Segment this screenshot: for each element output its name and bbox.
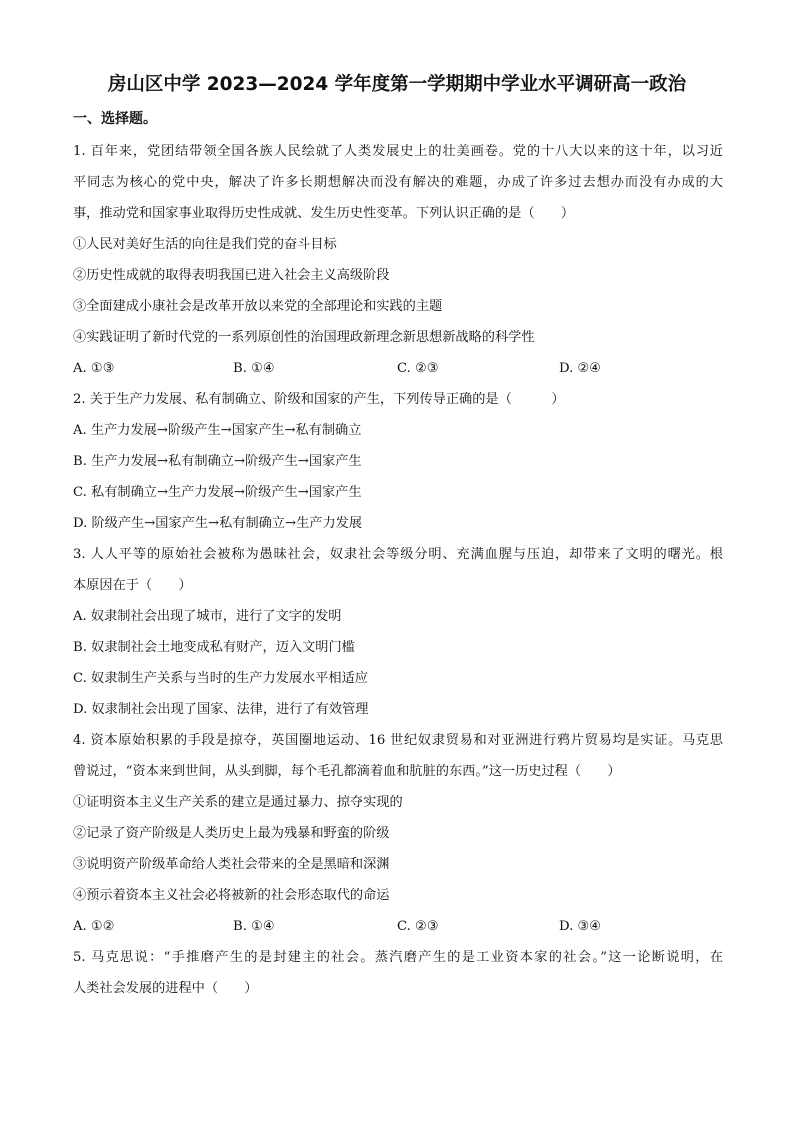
- question-2: [73, 384, 723, 539]
- option-d: D. ②④: [559, 361, 602, 376]
- choice-b: B. 生产力发展→私有制确立→阶级产生→国家产生: [73, 454, 362, 469]
- question-5: [73, 942, 723, 1004]
- answer-options: [73, 353, 723, 384]
- choice-c: C. 奴隶制生产关系与当时的生产力发展水平相适应: [73, 671, 368, 686]
- question-stem-line: 平同志为核心的党中央，解决了许多长期想解决而没有解决的难题，办成了许多过去想办而没有办成的大: [73, 175, 723, 190]
- statement: ③全面建成小康社会是改革开放以来党的全部理论和实践的主题: [73, 299, 443, 314]
- statement: ①人民对美好生活的向往是我们党的奋斗目标: [73, 237, 337, 252]
- section-heading: 一、选择题。: [73, 111, 157, 127]
- question-stem-line: 人类社会发展的进程中（ ）: [73, 981, 258, 996]
- question-stem-line: 5. 马克思说：“手推磨产生的是封建主的社会。蒸汽磨产生的是工业资本家的社会。”这一论断说明，在: [73, 950, 723, 965]
- question-3: [73, 539, 723, 725]
- statement: ①证明资本主义生产关系的建立是通过暴力、掠夺实现的: [73, 795, 403, 810]
- question-stem-line: 4. 资本原始积累的手段是掠夺，英国圈地运动、16 世纪奴隶贸易和对亚洲进行鸦片贸易均是实证。马克思: [73, 733, 723, 748]
- option-c: C. ②③: [397, 361, 439, 376]
- choice-c: C. 私有制确立→生产力发展→阶级产生→国家产生: [73, 485, 362, 500]
- question-stem-line: 3. 人人平等的原始社会被称为愚昧社会，奴隶社会等级分明、充满血腥与压迫，却带来了文明的曙光。根: [73, 547, 723, 562]
- statement: ④预示着资本主义社会必将被新的社会形态取代的命运: [73, 888, 390, 903]
- option-b: B. ①④: [233, 361, 275, 376]
- question-1: [73, 136, 723, 384]
- question-stem-line: 1. 百年来，党团结带领全国各族人民绘就了人类发展史上的壮美画卷。党的十八大以来的这十年，以习近: [73, 144, 723, 159]
- statement: ③说明资产阶级革命给人类社会带来的全是黑暗和深渊: [73, 857, 390, 872]
- choice-d: D. 奴隶制社会出现了国家、法律，进行了有效管理: [73, 702, 369, 717]
- choice-b: B. 奴隶制社会土地变成私有财产，迈入文明门槛: [73, 640, 355, 655]
- choice-a: A. 生产力发展→阶级产生→国家产生→私有制确立: [73, 423, 362, 438]
- option-d: D. ③④: [559, 919, 602, 934]
- question-stem-line: 事，推动党和国家事业取得历史性成就、发生历史性变革。下列认识正确的是（ ）: [73, 206, 575, 221]
- option-c: C. ②③: [397, 919, 439, 934]
- question-list: [73, 136, 723, 1004]
- question-4: [73, 725, 723, 942]
- question-stem-line: 曾说过，“资本来到世间，从头到脚，每个毛孔都滴着血和肮脏的东西。”这一历史过程（ ）: [73, 764, 621, 779]
- statement: ②历史性成就的取得表明我国已进入社会主义高级阶段: [73, 268, 390, 283]
- choice-a: A. 奴隶制社会出现了城市，进行了文字的发明: [73, 609, 342, 624]
- question-stem-line: 2. 关于生产力发展、私有制确立、阶级和国家的产生，下列传导正确的是（ ）: [73, 392, 565, 407]
- option-a: A. ①③: [73, 361, 115, 376]
- answer-options: [73, 911, 723, 942]
- choice-d: D. 阶级产生→国家产生→私有制确立→生产力发展: [73, 516, 363, 531]
- question-stem-line: 本原因在于（ ）: [73, 578, 192, 593]
- exam-title: 房山区中学 2023—2024 学年度第一学期期中学业水平调研高一政治: [107, 74, 687, 95]
- option-a: A. ①②: [73, 919, 115, 934]
- statement: ②记录了资产阶级是人类历史上最为残暴和野蛮的阶级: [73, 826, 390, 841]
- option-b: B. ①④: [233, 919, 275, 934]
- statement: ④实践证明了新时代党的一系列原创性的治国理政新理念新思想新战略的科学性: [73, 330, 535, 345]
